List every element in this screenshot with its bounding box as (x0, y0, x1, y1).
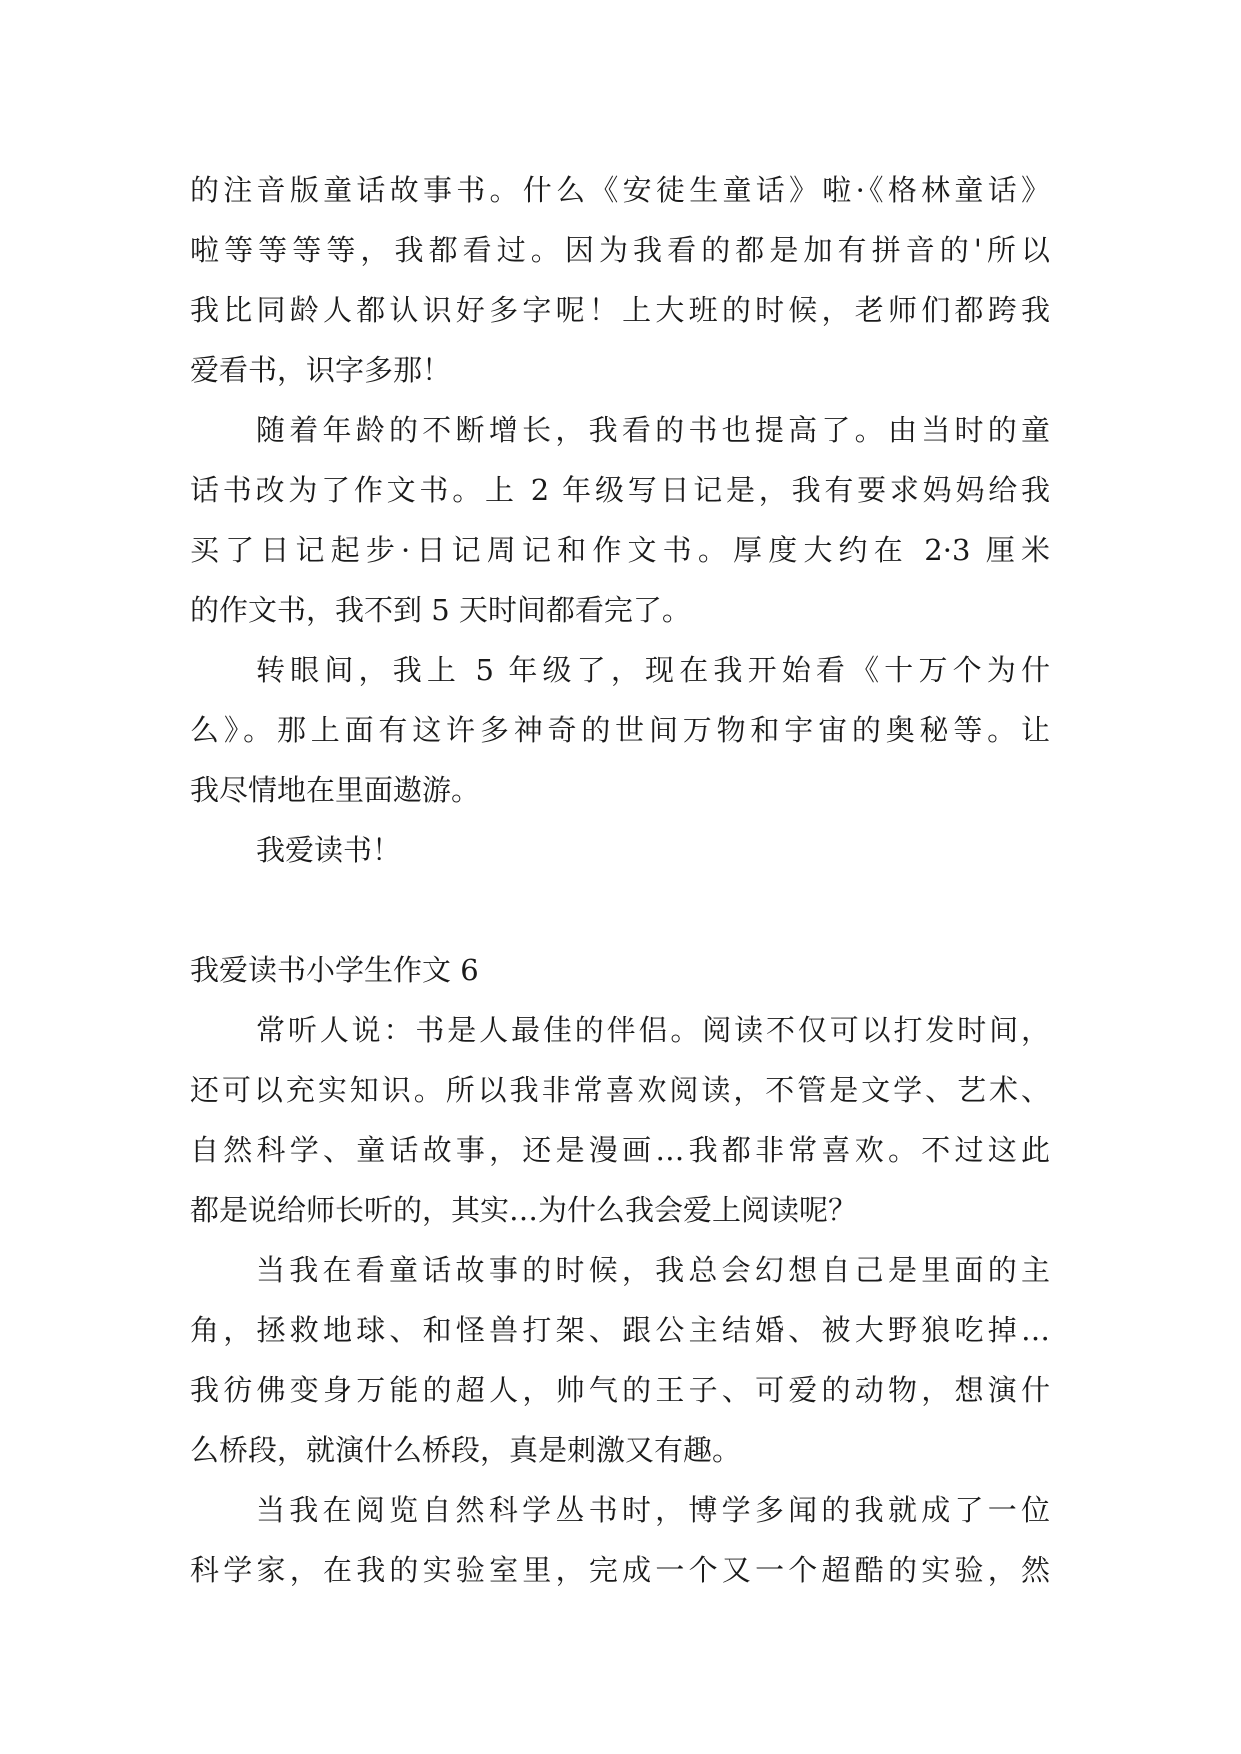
text-line: 我彷佛变身万能的超人，帅气的王子、可爱的动物，想演什 (190, 1373, 1050, 1407)
paragraph (190, 820, 1050, 880)
text-line: 我爱读书！ (256, 833, 402, 867)
text-line: 角，拯救地球、和怪兽打架、跟公主结婚、被大野狼吃掉… (190, 1313, 1050, 1347)
paragraph (190, 160, 1050, 400)
text-line: 么桥段，就演什么桥段，真是刺激又有趣。 (190, 1433, 742, 1467)
text-line: 还可以充实知识。所以我非常喜欢阅读，不管是文学、艺术、 (190, 1073, 1050, 1107)
text-line: 我尽情地在里面遨游。 (190, 773, 481, 807)
text-line: 转眼间，我上 5 年级了，现在我开始看《十万个为什 (256, 653, 1050, 687)
text-line: 么》。那上面有这许多神奇的世间万物和宇宙的奥秘等。让 (190, 713, 1050, 747)
text-line: 常听人说：书是人最佳的伴侣。阅读不仅可以打发时间， (256, 1013, 1050, 1047)
text-line: 买了日记起步·日记周记和作文书。厚度大约在 2·3 厘米 (190, 533, 1050, 567)
section-spacer (190, 880, 1050, 940)
text-line: 的注音版童话故事书。什么《安徒生童话》啦·《格林童话》 (190, 173, 1050, 207)
text-line: 当我在看童话故事的时候，我总会幻想自己是里面的主 (256, 1253, 1050, 1287)
text-line: 啦等等等等，我都看过。因为我看的都是加有拼音的'所以 (190, 233, 1050, 267)
text-line: 当我在阅览自然科学丛书时，博学多闻的我就成了一位 (256, 1493, 1050, 1527)
paragraph (190, 400, 1050, 640)
text-line: 话书改为了作文书。上 2 年级写日记是，我有要求妈妈给我 (190, 473, 1050, 507)
text-line: 科学家，在我的实验室里，完成一个又一个超酷的实验，然 (190, 1553, 1050, 1587)
text-line: 随着年龄的不断增长，我看的书也提高了。由当时的童 (256, 413, 1050, 447)
text-line: 自然科学、童话故事，还是漫画…我都非常喜欢。不过这此 (190, 1133, 1050, 1167)
document-page (190, 160, 1050, 1600)
paragraph (190, 1240, 1050, 1480)
paragraph (190, 1000, 1050, 1240)
paragraph (190, 1480, 1050, 1600)
text-line: 的作文书，我不到 5 天时间都看完了。 (190, 593, 691, 627)
section-title: 我爱读书小学生作文 6 (190, 953, 479, 987)
text-line: 我比同龄人都认识好多字呢！上大班的时候，老师们都跨我 (190, 293, 1050, 327)
text-line: 都是说给师长听的，其实…为什么我会爱上阅读呢？ (190, 1193, 858, 1227)
paragraph (190, 640, 1050, 820)
text-line: 爱看书，识字多那！ (190, 353, 452, 387)
